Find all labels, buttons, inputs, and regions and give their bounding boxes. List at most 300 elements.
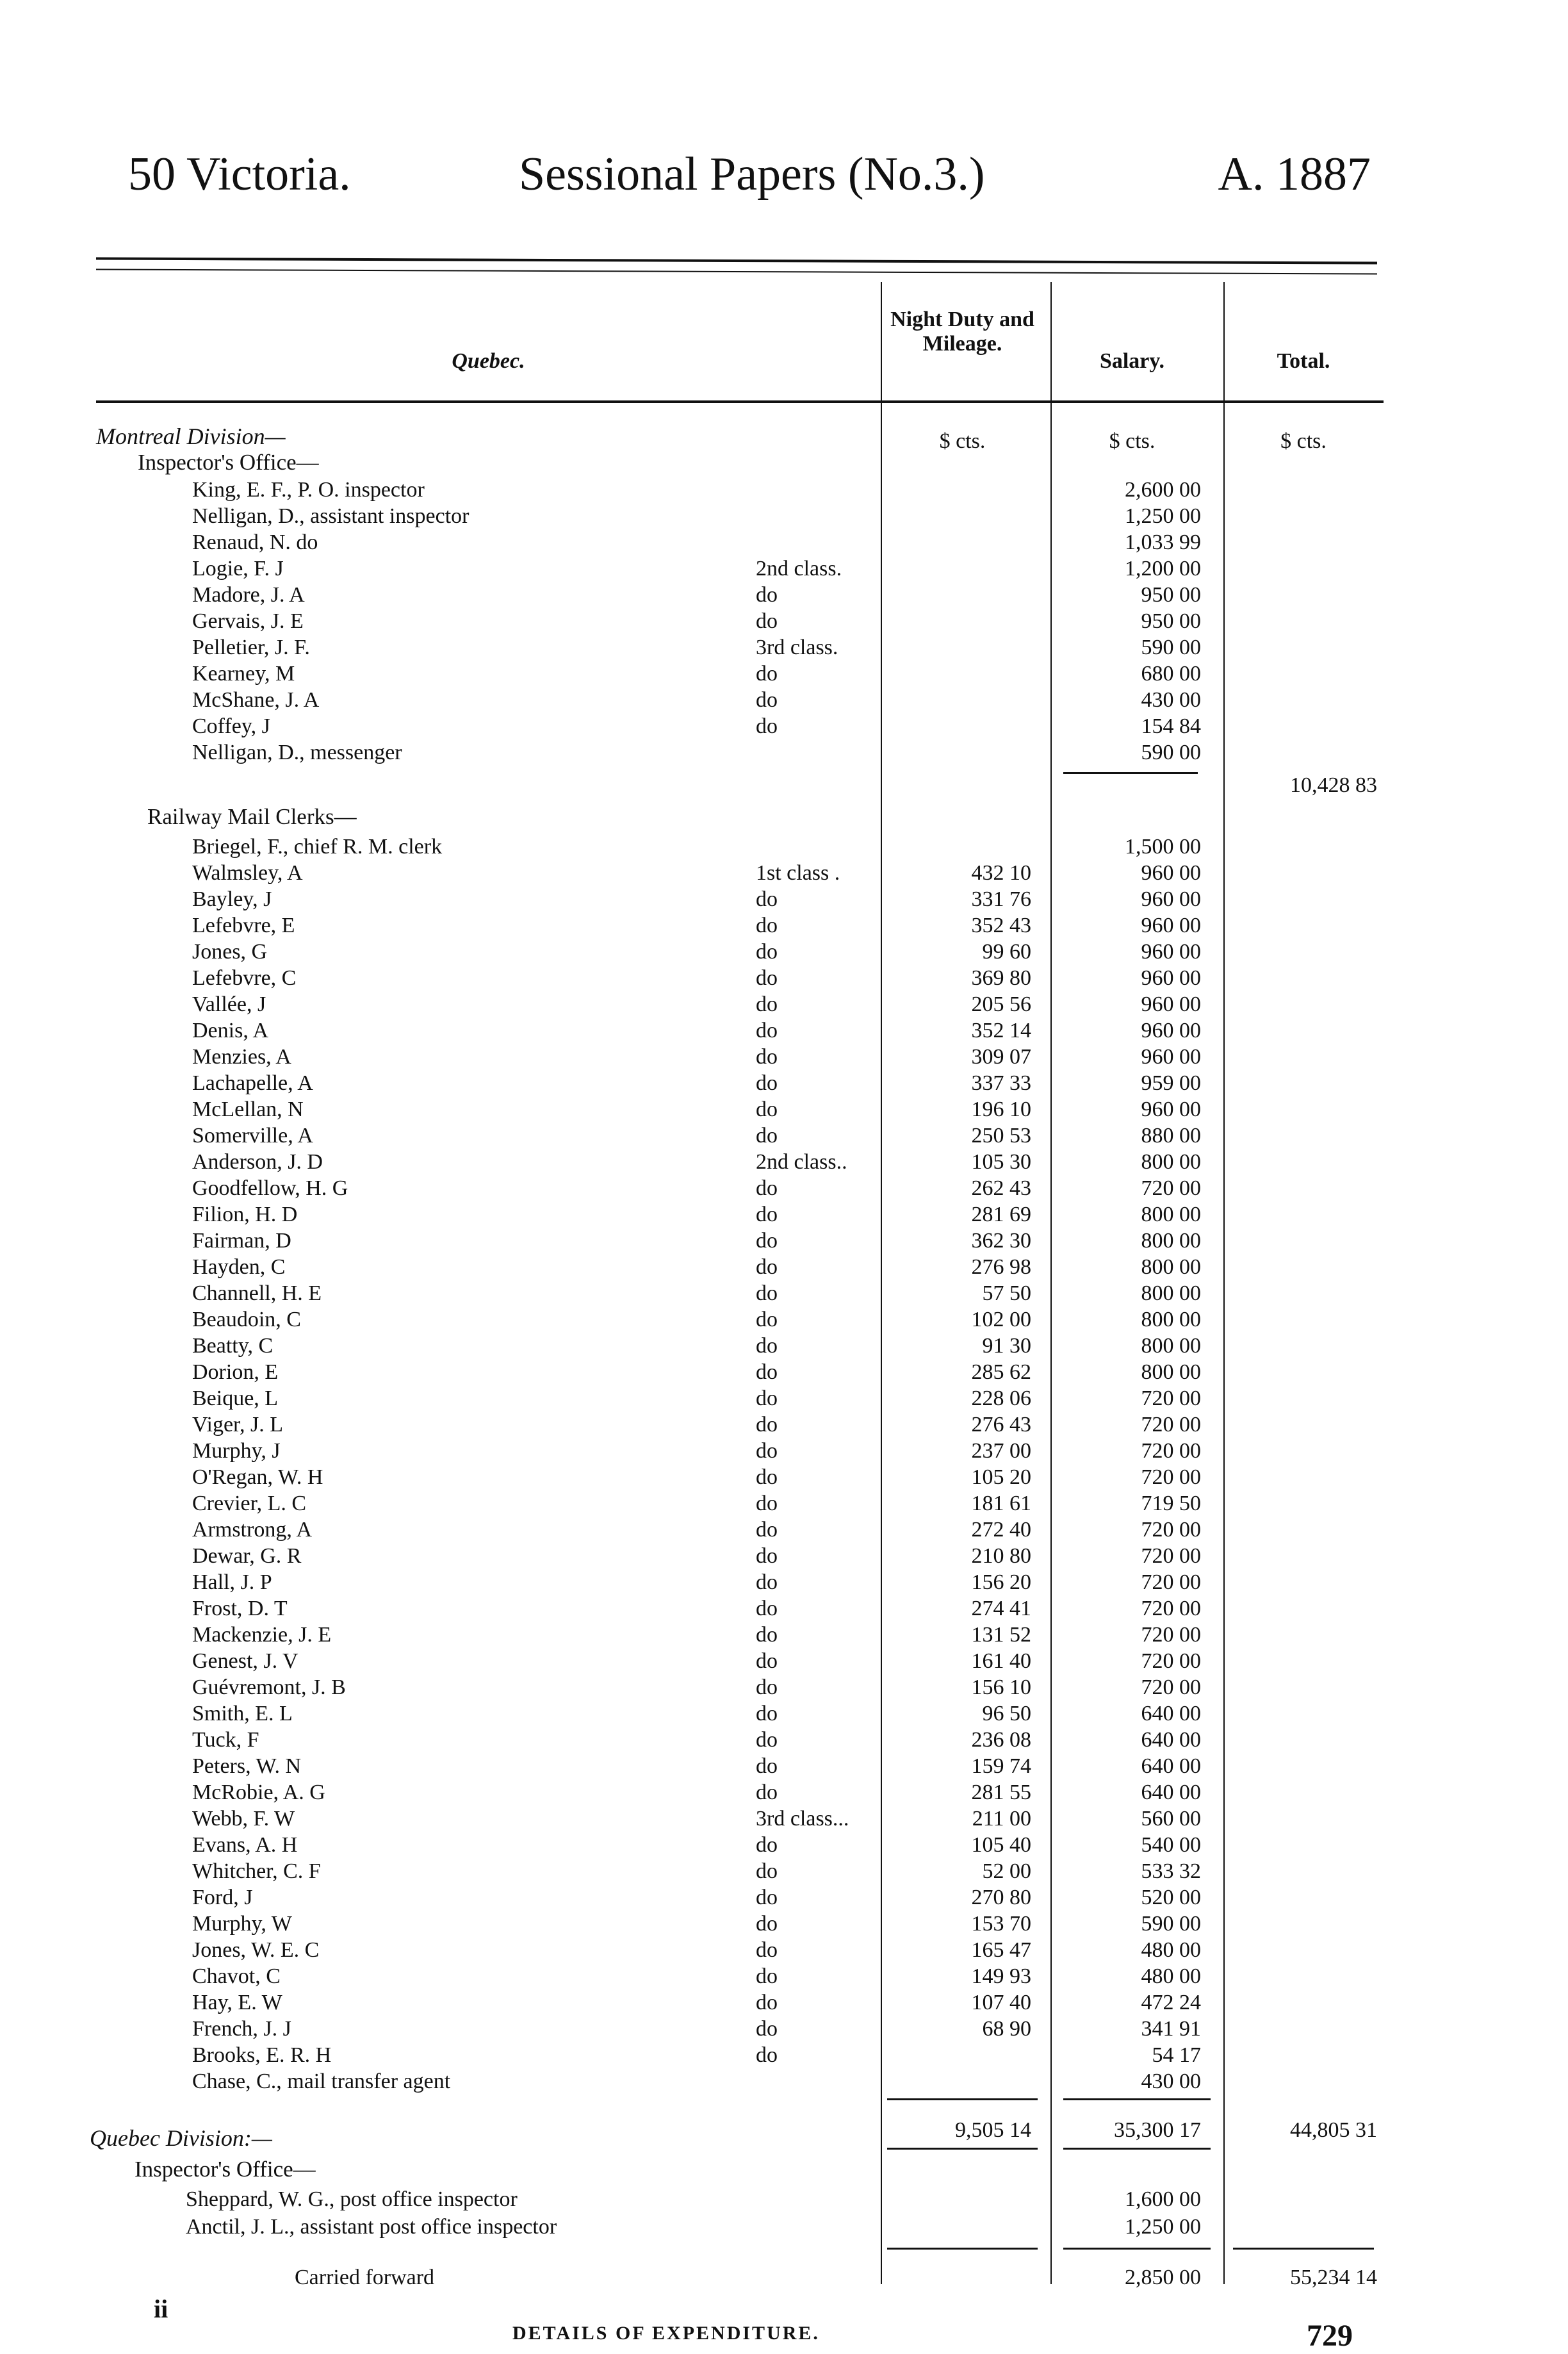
salary-value: 720 00 [1141, 1544, 1201, 1568]
page-number: 729 [1307, 2319, 1353, 2353]
montreal-office-label: Inspector's Office— [138, 450, 319, 475]
entry-class: do [756, 1518, 778, 1542]
office-row [96, 503, 1384, 529]
office-row [96, 529, 1384, 556]
night-duty-value: 96 50 [982, 1702, 1031, 1725]
salary-value: 472 24 [1141, 1991, 1201, 2014]
night-duty-value: 236 08 [971, 1728, 1031, 1752]
entry-name: Lachapelle, A [192, 1071, 313, 1095]
entry-class: 3rd class. [756, 636, 838, 659]
entry-name: Sheppard, W. G., post office inspector [186, 2187, 518, 2211]
clerk-row [96, 1779, 1384, 1806]
salary-value: 480 00 [1141, 1938, 1201, 1962]
night-duty-value: 107 40 [971, 1991, 1031, 2014]
entry-name: French, J. J [192, 2017, 291, 2041]
entry-name: Jones, W. E. C [192, 1938, 320, 1962]
salary-value: 640 00 [1141, 1781, 1201, 1804]
total-value: 44,805 31 [1290, 2118, 1377, 2142]
entry-name: Madore, J. A [192, 583, 305, 607]
entry-name: Lefebvre, C [192, 966, 297, 990]
quebec-office-label: Inspector's Office— [135, 2157, 316, 2182]
entry-name: Frost, D. T [192, 1597, 288, 1620]
clerk-row [96, 1595, 1384, 1622]
office-row [96, 556, 1384, 582]
entry-name: Somerville, A [192, 1124, 313, 1148]
night-duty-value: 352 43 [971, 914, 1031, 937]
salary-value: 590 00 [1141, 636, 1201, 659]
total-header: Total. [1277, 349, 1330, 373]
salary-value: 950 00 [1141, 609, 1201, 633]
entry-name: Peters, W. N [192, 1754, 301, 1778]
entry-name: Beaudoin, C [192, 1308, 301, 1331]
railway-clerks-label: Railway Mail Clerks— [147, 804, 357, 829]
night-duty-value: 91 30 [982, 1334, 1031, 1358]
night-final-rule [887, 2248, 1038, 2250]
salary-value: 560 00 [1141, 1807, 1201, 1831]
clerk-row [96, 1648, 1384, 1674]
entry-name: Hay, E. W [192, 1991, 282, 2014]
clerk-row [96, 1044, 1384, 1070]
night-duty-value: 156 10 [971, 1675, 1031, 1699]
salary-rule-2 [1063, 2148, 1211, 2150]
entry-name: Jones, G [192, 940, 268, 964]
salary-value: 480 00 [1141, 1964, 1201, 1988]
entry-class: do [756, 1176, 778, 1200]
salary-value: 800 00 [1141, 1150, 1201, 1174]
night-duty-value: 156 20 [971, 1570, 1031, 1594]
office-row [96, 477, 1384, 503]
clerk-row [96, 1753, 1384, 1779]
clerk-row [96, 1569, 1384, 1595]
salary-value: 640 00 [1141, 1728, 1201, 1752]
salary-value: 720 00 [1141, 1675, 1201, 1699]
header-left: 50 Victoria. [128, 148, 351, 201]
entry-name: Renaud, N. do [192, 531, 318, 554]
entry-name: Dewar, G. R [192, 1544, 302, 1568]
entry-class: do [756, 1781, 778, 1804]
salary-value: 720 00 [1141, 1439, 1201, 1463]
salary-value: 800 00 [1141, 1360, 1201, 1384]
salary-final-rule [1063, 2248, 1211, 2250]
entry-class: do [756, 1413, 778, 1436]
entry-class: do [756, 688, 778, 712]
entry-class: do [756, 1912, 778, 1936]
entry-class: do [756, 1623, 778, 1647]
entry-class: do [756, 1045, 778, 1069]
office-row [96, 608, 1384, 634]
salary-value: 430 00 [1141, 688, 1201, 712]
entry-class: do [756, 966, 778, 990]
bottom-label: DETAILS OF EXPENDITURE. [512, 2323, 820, 2344]
entry-name: Murphy, J [192, 1439, 281, 1463]
entry-name: Channell, H. E [192, 1281, 322, 1305]
salary-value: 720 00 [1141, 1387, 1201, 1410]
clerk-row [96, 1254, 1384, 1280]
night-duty-value: 57 50 [982, 1281, 1031, 1305]
entry-class: do [756, 1991, 778, 2014]
salary-value: 720 00 [1141, 1597, 1201, 1620]
salary-value: 800 00 [1141, 1281, 1201, 1305]
entry-name: Beique, L [192, 1387, 279, 1410]
night-duty-value: 331 76 [971, 887, 1031, 911]
clerk-row [96, 1280, 1384, 1306]
night-duty-value: 159 74 [971, 1754, 1031, 1778]
entry-name: Briegel, F., chief R. M. clerk [192, 835, 443, 859]
entry-class: do [756, 1124, 778, 1148]
clerk-row [96, 1123, 1384, 1149]
night-duty-value: 285 62 [971, 1360, 1031, 1384]
entry-class: do [756, 1071, 778, 1095]
salary-value: 533 32 [1141, 1859, 1201, 1883]
salary-value: 720 00 [1141, 1413, 1201, 1436]
night-duty-value: 274 41 [971, 1597, 1031, 1620]
salary-value: 35,300 17 [1114, 2118, 1201, 2142]
clerk-row [96, 1333, 1384, 1359]
entry-name: Logie, F. J [192, 557, 284, 580]
entry-name: Lefebvre, E [192, 914, 295, 937]
salary-value: 1,033 99 [1125, 531, 1201, 554]
entry-name: Viger, J. L [192, 1413, 284, 1436]
entry-name: Goodfellow, H. G [192, 1176, 348, 1200]
carried-forward-total: 55,234 14 [1290, 2266, 1377, 2289]
salary-value: 540 00 [1141, 1833, 1201, 1857]
salary-value: 1,200 00 [1125, 557, 1201, 580]
entry-name: Walmsley, A [192, 861, 303, 885]
night-duty-value: 337 33 [971, 1071, 1031, 1095]
entry-name: Murphy, W [192, 1912, 292, 1936]
entry-name: Anctil, J. L., assistant post office inspector [186, 2215, 557, 2239]
salary-value: 959 00 [1141, 1071, 1201, 1095]
entry-class: do [756, 1754, 778, 1778]
salary-value: 960 00 [1141, 1045, 1201, 1069]
entry-name: Nelligan, D., messenger [192, 741, 402, 764]
night-units: $ cts. [939, 429, 986, 453]
night-duty-value: 237 00 [971, 1439, 1031, 1463]
night-duty-value: 131 52 [971, 1623, 1031, 1647]
salary-value: 1,600 00 [1125, 2187, 1201, 2211]
entry-class: do [756, 1702, 778, 1725]
night-duty-value: 276 98 [971, 1255, 1031, 1279]
entry-name: King, E. F., P. O. inspector [192, 478, 425, 502]
clerk-row [96, 1306, 1384, 1333]
salary-value: 2,600 00 [1125, 478, 1201, 502]
salary-value: 960 00 [1141, 940, 1201, 964]
entry-name: O'Regan, W. H [192, 1465, 323, 1489]
entry-class: do [756, 1597, 778, 1620]
office-total: 10,428 83 [1290, 773, 1377, 797]
clerk-row [96, 1149, 1384, 1175]
salary-value: 880 00 [1141, 1124, 1201, 1148]
entry-class: do [756, 914, 778, 937]
entry-name: Bayley, J [192, 887, 272, 911]
night-duty-value: 196 10 [971, 1098, 1031, 1121]
office-total-row [96, 772, 1384, 798]
clerk-row [96, 1385, 1384, 1412]
clerk-row [96, 1700, 1384, 1727]
entry-name: McLellan, N [192, 1098, 304, 1121]
clerk-row [96, 1937, 1384, 1963]
clerk-row [96, 1543, 1384, 1569]
salary-value: 640 00 [1141, 1754, 1201, 1778]
night-duty-value: 369 80 [971, 966, 1031, 990]
night-duty-value: 432 10 [971, 861, 1031, 885]
entry-class: do [756, 1570, 778, 1594]
clerk-row [96, 1438, 1384, 1464]
salary-total-rule [1063, 2098, 1211, 2100]
night-duty-value: 181 61 [971, 1492, 1031, 1515]
entry-name: Genest, J. V [192, 1649, 298, 1673]
entry-class: do [756, 992, 778, 1016]
entry-class: do [756, 1229, 778, 1253]
entry-class: do [756, 1544, 778, 1568]
entry-name: Kearney, M [192, 662, 295, 686]
entry-class: do [756, 1938, 778, 1962]
entry-name: Hayden, C [192, 1255, 286, 1279]
night-duty-value: 105 20 [971, 1465, 1031, 1489]
entry-name: Fairman, D [192, 1229, 291, 1253]
clerk-row [96, 1201, 1384, 1228]
entry-name: Smith, E. L [192, 1702, 293, 1725]
entry-name: Evans, A. H [192, 1833, 298, 1857]
header-rule [96, 258, 1377, 275]
salary-value: 960 00 [1141, 966, 1201, 990]
carried-forward-salary: 2,850 00 [1125, 2266, 1201, 2289]
clerk-row [96, 1963, 1384, 1989]
salary-value: 1,250 00 [1125, 504, 1201, 528]
entry-class: do [756, 1360, 778, 1384]
region-header: Quebec. [452, 349, 525, 373]
column-header-rule [96, 400, 1384, 403]
clerk-row [96, 1989, 1384, 2016]
clerk-row [96, 1359, 1384, 1385]
salary-value: 960 00 [1141, 1019, 1201, 1042]
entry-class: do [756, 1465, 778, 1489]
night-duty-value: 211 00 [972, 1807, 1031, 1831]
running-header [128, 147, 1371, 237]
salary-value: 720 00 [1141, 1623, 1201, 1647]
entry-class: 1st class . [756, 861, 840, 885]
office-row [96, 739, 1384, 766]
entry-name: Nelligan, D., assistant inspector [192, 504, 470, 528]
entry-class: do [756, 1439, 778, 1463]
salary-value: 430 00 [1141, 2070, 1201, 2093]
night-duty-value: 149 93 [971, 1964, 1031, 1988]
clerk-row [96, 1884, 1384, 1911]
clerk-row [96, 1674, 1384, 1700]
clerk-row [96, 886, 1384, 912]
entry-class: do [756, 940, 778, 964]
entry-class: do [756, 1859, 778, 1883]
night-duty-value: 99 60 [982, 940, 1031, 964]
quebec-row [96, 2186, 1384, 2212]
clerk-row [96, 834, 1384, 860]
salary-value: 341 91 [1141, 2017, 1201, 2041]
entry-name: Menzies, A [192, 1045, 291, 1069]
salary-value: 800 00 [1141, 1203, 1201, 1226]
night-duty-value: 9,505 14 [955, 2118, 1031, 2142]
night-duty-value: 362 30 [971, 1229, 1031, 1253]
entry-name: Crevier, L. C [192, 1492, 307, 1515]
entry-class: do [756, 1308, 778, 1331]
entry-class: do [756, 887, 778, 911]
entry-name: McRobie, A. G [192, 1781, 325, 1804]
office-row [96, 582, 1384, 608]
montreal-totals-row [96, 2117, 1384, 2143]
night-total-rule [887, 2098, 1038, 2100]
salary-value: 720 00 [1141, 1518, 1201, 1542]
salary-value: 590 00 [1141, 741, 1201, 764]
entry-name: Brooks, E. R. H [192, 2043, 332, 2067]
clerk-row [96, 1096, 1384, 1123]
salary-value: 960 00 [1141, 914, 1201, 937]
entry-name: Pelletier, J. F. [192, 636, 310, 659]
office-row [96, 634, 1384, 661]
entry-name: Gervais, J. E [192, 609, 304, 633]
entry-class: do [756, 1886, 778, 1909]
salary-value: 720 00 [1141, 1570, 1201, 1594]
night-duty-value: 281 55 [971, 1781, 1031, 1804]
salary-value: 800 00 [1141, 1308, 1201, 1331]
night-duty-value: 102 00 [971, 1308, 1031, 1331]
entry-name: Anderson, J. D [192, 1150, 323, 1174]
salary-value: 520 00 [1141, 1886, 1201, 1909]
entry-name: Ford, J [192, 1886, 253, 1909]
entry-name: Armstrong, A [192, 1518, 312, 1542]
clerk-row [96, 991, 1384, 1017]
entry-name: Hall, J. P [192, 1570, 272, 1594]
night-duty-value: 52 00 [982, 1859, 1031, 1883]
night-duty-value: 153 70 [971, 1912, 1031, 1936]
night-duty-value: 210 80 [971, 1544, 1031, 1568]
salary-value: 719 50 [1141, 1492, 1201, 1515]
carried-forward-row [96, 2264, 1384, 2291]
entry-class: do [756, 1255, 778, 1279]
total-final-rule [1233, 2248, 1374, 2250]
salary-value: 960 00 [1141, 861, 1201, 885]
salary-header: Salary. [1099, 349, 1165, 373]
salary-value: 680 00 [1141, 662, 1201, 686]
column-headers [96, 301, 1384, 404]
salary-units: $ cts. [1109, 429, 1156, 453]
entry-class: do [756, 1964, 778, 1988]
office-row [96, 661, 1384, 687]
entry-class: do [756, 1649, 778, 1673]
clerk-row [96, 1911, 1384, 1937]
clerk-row [96, 1412, 1384, 1438]
salary-value: 800 00 [1141, 1229, 1201, 1253]
salary-value: 960 00 [1141, 1098, 1201, 1121]
office-row [96, 713, 1384, 739]
clerk-row [96, 1464, 1384, 1490]
night-duty-value: 228 06 [971, 1387, 1031, 1410]
clerk-row [96, 2016, 1384, 2042]
entry-class: do [756, 714, 778, 738]
night-duty-value: 205 56 [971, 992, 1031, 1016]
entry-name: Whitcher, C. F [192, 1859, 321, 1883]
entry-name: Beatty, C [192, 1334, 274, 1358]
entry-name: Denis, A [192, 1019, 268, 1042]
salary-value: 720 00 [1141, 1649, 1201, 1673]
salary-value: 800 00 [1141, 1255, 1201, 1279]
entry-name: Mackenzie, J. E [192, 1623, 332, 1647]
entry-name: Vallée, J [192, 992, 266, 1016]
entry-class: 2nd class. [756, 557, 842, 580]
clerk-row [96, 2068, 1384, 2095]
night-duty-value: 250 53 [971, 1124, 1031, 1148]
clerk-row [96, 860, 1384, 886]
salary-value: 1,500 00 [1125, 835, 1201, 859]
entry-name: Guévremont, J. B [192, 1675, 346, 1699]
entry-name: Webb, F. W [192, 1807, 295, 1831]
night-duty-value: 68 90 [982, 2017, 1031, 2041]
quebec-division-title: Quebec Division:— [90, 2125, 272, 2151]
entry-class: 2nd class.. [756, 1150, 847, 1174]
entry-name: Chavot, C [192, 1964, 281, 1988]
entry-class: do [756, 2017, 778, 2041]
clerk-row [96, 1858, 1384, 1884]
office-row [96, 687, 1384, 713]
clerk-row [96, 1517, 1384, 1543]
night-duty-value: 161 40 [971, 1649, 1031, 1673]
entry-name: Filion, H. D [192, 1203, 298, 1226]
entry-class: do [756, 609, 778, 633]
salary-value: 640 00 [1141, 1702, 1201, 1725]
clerk-row [96, 965, 1384, 991]
night-duty-value: 105 40 [971, 1833, 1031, 1857]
night-duty-value: 105 30 [971, 1150, 1031, 1174]
clerk-row [96, 1490, 1384, 1517]
total-units: $ cts. [1280, 429, 1327, 453]
entry-class: do [756, 1833, 778, 1857]
entry-class: 3rd class... [756, 1807, 849, 1831]
header-right: A. 1887 [1218, 148, 1371, 201]
salary-value: 154 84 [1141, 714, 1201, 738]
entry-name: Tuck, F [192, 1728, 259, 1752]
salary-value: 54 17 [1152, 2043, 1201, 2067]
salary-value: 720 00 [1141, 1465, 1201, 1489]
carried-forward-label: Carried forward [295, 2266, 435, 2289]
salary-value: 720 00 [1141, 1176, 1201, 1200]
clerk-row [96, 1832, 1384, 1858]
night-duty-value: 262 43 [971, 1176, 1031, 1200]
clerk-row [96, 939, 1384, 965]
page-roman-numeral: ii [154, 2294, 168, 2323]
entry-class: do [756, 1098, 778, 1121]
night-duty-value: 272 40 [971, 1518, 1031, 1542]
salary-value: 950 00 [1141, 583, 1201, 607]
entry-class: do [756, 1203, 778, 1226]
entry-class: do [756, 583, 778, 607]
entry-class: do [756, 662, 778, 686]
entry-class: do [756, 1334, 778, 1358]
entry-class: do [756, 2043, 778, 2067]
night-duty-value: 276 43 [971, 1413, 1031, 1436]
salary-value: 590 00 [1141, 1912, 1201, 1936]
night-duty-value: 352 14 [971, 1019, 1031, 1042]
entry-class: do [756, 1728, 778, 1752]
entry-class: do [756, 1675, 778, 1699]
night-duty-value: 309 07 [971, 1045, 1031, 1069]
entry-class: do [756, 1019, 778, 1042]
entry-class: do [756, 1492, 778, 1515]
salary-value: 960 00 [1141, 887, 1201, 911]
clerk-row [96, 1622, 1384, 1648]
entry-name: Coffey, J [192, 714, 270, 738]
salary-value: 1,250 00 [1125, 2215, 1201, 2239]
clerk-row [96, 1070, 1384, 1096]
entry-class: do [756, 1281, 778, 1305]
night-duty-value: 270 80 [971, 1886, 1031, 1909]
